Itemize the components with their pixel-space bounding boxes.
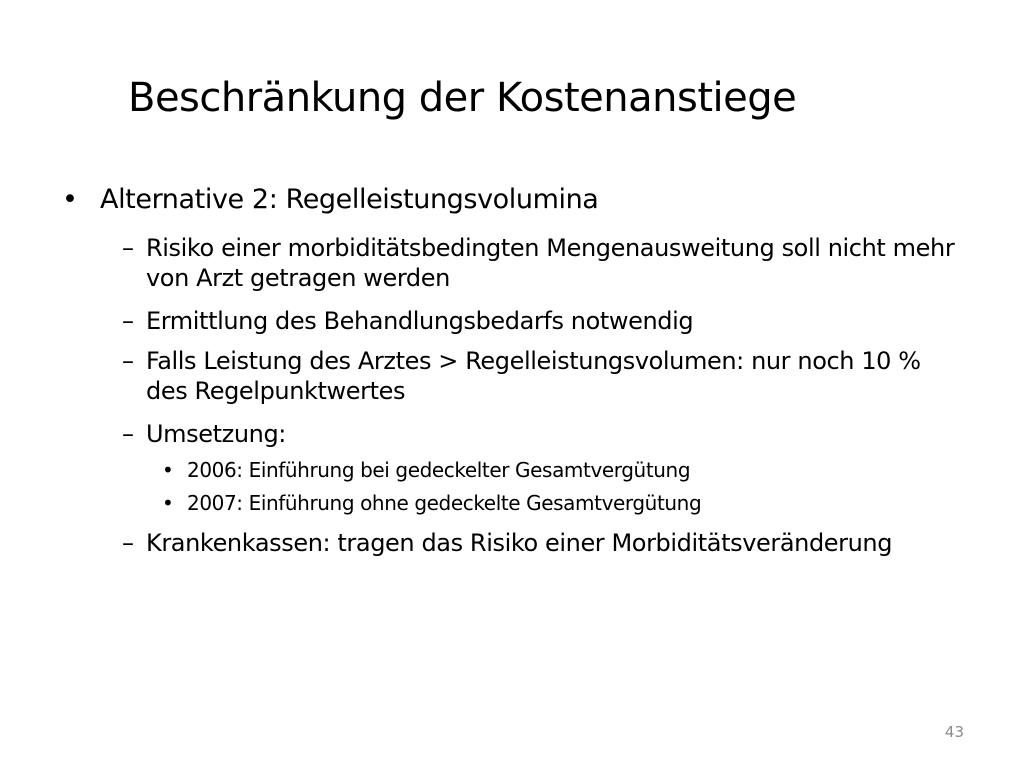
bullet-item [62,181,980,219]
sub-bullet-text: Umsetzung: [146,420,286,448]
bullet-marker: • [162,458,174,482]
dash-marker: – [122,529,134,557]
sub-bullet-item [122,528,966,558]
dash-marker: – [122,234,134,262]
bullet-marker: • [162,491,174,515]
dash-marker: – [122,347,134,375]
sub-sub-bullet-item [162,488,967,518]
sub-bullet-item [122,346,966,406]
sub-sub-bullet-item [162,455,967,485]
dash-marker: – [122,307,134,335]
sub-bullet-text: Falls Leistung des Arztes > Regelleistungsvolumen: nur noch 10 % des Regelpunktwertes [146,347,921,405]
sub-bullet-item [122,306,966,336]
sub-bullet-item [122,233,966,293]
page-number: 43 [944,723,964,741]
bullet-text: Alternative 2: Regelleistungsvolumina [100,184,599,215]
sub-sub-bullet-text: 2006: Einführung bei gedeckelter Gesamtvergütung [187,458,691,482]
dash-marker: – [122,420,134,448]
bullet-marker: • [62,184,78,215]
sub-bullet-text: Ermittlung des Behandlungsbedarfs notwendig [146,307,694,335]
sub-sub-bullet-text: 2007: Einführung ohne gedeckelte Gesamtvergütung [187,491,702,515]
sub-bullet-text: Krankenkassen: tragen das Risiko einer Morbiditätsveränderung [146,529,893,557]
slide-title: Beschränkung der Kostenanstiege [128,75,797,121]
sub-bullet-item [122,419,966,449]
sub-bullet-text: Risiko einer morbiditätsbedingten Mengenausweitung soll nicht mehr von Arzt getragen werden [146,234,955,292]
